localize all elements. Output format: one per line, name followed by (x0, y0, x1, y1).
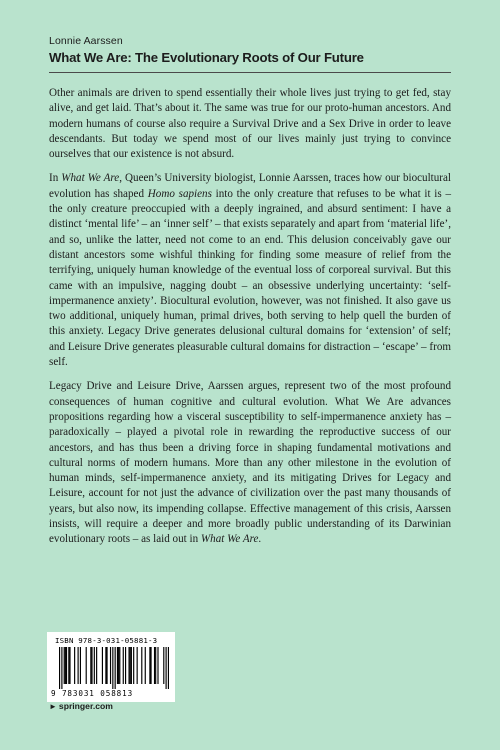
barcode-bar (68, 647, 69, 684)
barcode-bar (106, 647, 107, 684)
barcode-bars (59, 647, 169, 689)
barcode-bar (66, 647, 67, 684)
barcode-bar (119, 647, 120, 684)
barcode-bar (69, 647, 70, 684)
barcode-bar (133, 647, 134, 684)
barcode-bar (74, 647, 75, 684)
barcode-bar (154, 647, 155, 684)
barcode-bar (163, 647, 164, 684)
barcode-bar (91, 647, 92, 684)
barcode-bar (149, 647, 150, 684)
barcode-bar (80, 647, 81, 684)
blurb-paragraph-3: Legacy Drive and Leisure Drive, Aarssen argues, represent two of the most profound consequences of human cognitive and cultural evolution. What We Are advances propositions regarding how a visceral susceptibility to self-impermanence anxiety has – paradoxically – played a pivotal role in rewarding the reproductive success of our ancestors, and has thus been a driving force in shaping fundamental motivations and cultural norms of modern humans. More than any other milestone in the evolution of human minds, self-impermanence anxiety, and its mitigating Drives for Legacy and Leisure, account for not just the advance of civilization over the past many thousands of years, but also now, its impending collapse. Effective management of this crisis, Aarssen insists, will require a deeper and more broadly public understanding of its Darwinian evolutionary roots – as laid out in What We Are. (49, 380, 451, 546)
barcode-bar (150, 647, 151, 684)
barcode-bar (65, 647, 66, 684)
barcode-bar (157, 647, 158, 684)
barcode-bar (78, 647, 79, 684)
arrow-icon: ► (49, 702, 57, 711)
barcode-bar (118, 647, 119, 684)
publisher-url: springer.com (58, 701, 113, 711)
book-title: What We Are: The Evolutionary Roots of Our Future (49, 50, 364, 65)
title-divider (49, 72, 451, 73)
barcode-bar (59, 647, 60, 689)
barcode-bar (145, 647, 146, 684)
barcode-bar (64, 647, 65, 684)
barcode-bar (168, 647, 169, 689)
barcode-bar (90, 647, 91, 684)
barcode-bar (166, 647, 167, 689)
barcode-bar (96, 647, 97, 684)
barcode-bar (86, 647, 87, 684)
barcode-bar (94, 647, 95, 684)
blurb (49, 86, 451, 557)
barcode-bar (128, 647, 129, 684)
barcode-bar (102, 647, 103, 684)
barcode-bar (155, 647, 156, 684)
barcode-bar (131, 647, 132, 684)
barcode-bar (125, 647, 126, 684)
barcode-bar (112, 647, 113, 689)
barcode-bar (117, 647, 118, 684)
barcode-bar (110, 647, 111, 684)
barcode-block (47, 632, 175, 702)
barcode-bar (115, 647, 116, 689)
barcode-bar (137, 647, 138, 684)
blurb-paragraph-1: Other animals are driven to spend essentially their whole lives just trying to get fed, stay alive, and get laid. That’s about it. The same was true for our proto-human ancestors. And modern humans of course also require a Survival Drive and a Sex Drive in order to leave descendants. But today we spend most of our lives mainly just trying to convince ourselves that our existence is not absurd. (49, 87, 451, 161)
barcode-bar (61, 647, 62, 689)
barcode-bar (123, 647, 124, 684)
barcode-digits: 9 783031 058813 (51, 689, 134, 698)
barcode-bar (105, 647, 106, 684)
barcode-bar (141, 647, 142, 684)
publisher-link[interactable] (49, 701, 113, 711)
isbn-label: ISBN 978-3-031-05881-3 (55, 636, 158, 645)
barcode-bar (130, 647, 131, 684)
blurb-paragraph-2: In What We Are, Queen’s University biologist, Lonnie Aarssen, traces how our biocultural evolution has shaped Homo sapiens into the only creature that refuses to be what it is – the only creature preoccupied with a deeply ingrained, and absurd sentiment: I have a distinct ‘mental life’ – an ‘inner self’ – that exists separately and apart from ‘material life’, and so, unlike the latter, need not come to an end. This delusion conceivably gave our distant ancestors some wishful thinking for finding some measure of relief from the terrifying, uniquely human knowledge of the eventual loss of corporeal survival. But this came with an impulsive, nagging doubt – an obsessive underlying uncertainty: ‘self-impermanence anxiety’. Biocultural evolution, however, was not finished. It also gave us two additional, uniquely human, primal drives, both serving to help quell the burden of this anxiety. Legacy Drive generates delusional cultural domains for ‘extension’ of self; and Leisure Drive generates pleasurable cultural domains for distraction – ‘escape’ – from self. (49, 172, 452, 369)
author-name: Lonnie Aarssen (49, 35, 123, 47)
